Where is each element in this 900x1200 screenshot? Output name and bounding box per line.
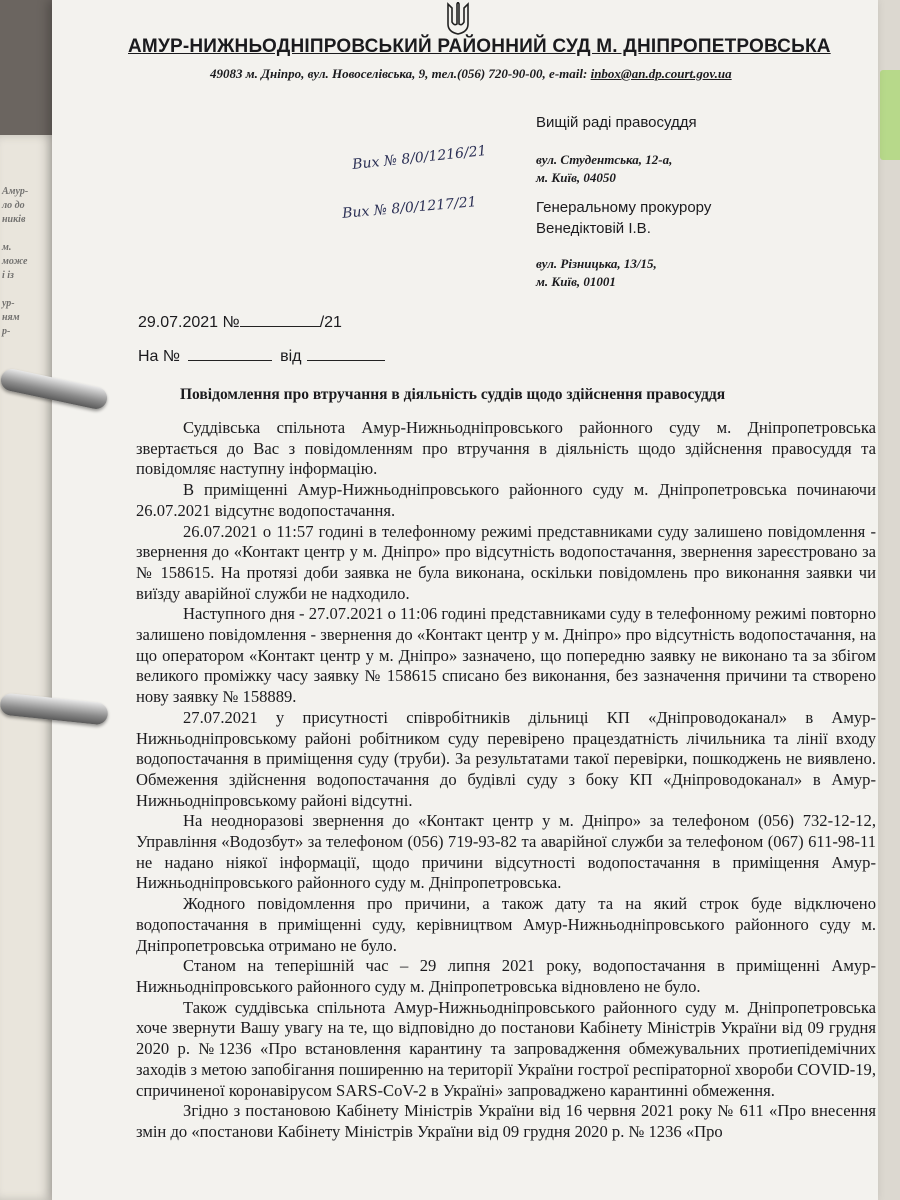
paragraph-2: В приміщенні Амур-Нижньодніпровського районного суду м. Дніпропетровська починаючи 26.07.2021 відсутнє водопостачання. (136, 480, 876, 520)
recipient-2-name-line1: Генеральному прокурору (536, 199, 712, 216)
recipient-1-address-line1: вул. Студентська, 12-а, (536, 152, 673, 167)
paragraph-7: Жодного повідомлення про причини, а також дату та на який строк буде відключено водопостачання в приміщенні суду, керівництвом Амур-Нижньодніпровського районного суду м. Дніпропетровська отримано не було. (136, 894, 876, 955)
outgoing-stamp-1 (352, 143, 488, 173)
underlying-page-text: Амур- ло до ників м. може і із ур- ням р- (2, 186, 29, 337)
incoming-number-line (138, 346, 385, 366)
recipient-2-address-line1: вул. Різницька, 13/15, (536, 256, 657, 271)
paragraph-5: 27.07.2021 у присутності співробітників дільниці КП «Дніпроводоканал» в Амур-Нижньодніпровському районі робітником суду перевірено працездатність лічильника та лінії входу водопостачання в приміщення суду (труби). За результатами такої перевірки, пошкоджень не виявлено. Обмеження здійснення водопостачання до будівлі суду з боку КП «Дніпроводоканал» в Амур-Нижньодніпровському районі відсутні. (136, 707, 876, 810)
incoming-prefix: На № (138, 348, 181, 365)
court-address-text: 49083 м. Дніпро, вул. Новоселівська, 9, тел.(056) 720-90-00, e-mail: (210, 66, 588, 81)
paragraph-1: Суддівська спільнота Амур-Нижньодніпровського районного суду м. Дніпропетровська звертається до Вас з повідомленням про втручання в діяльність щодо здійснення правосуддя та повідомляє наступну інформацію. (136, 418, 876, 479)
court-address (210, 66, 830, 82)
court-name-heading: АМУР-НИЖНЬОДНІПРОВСЬКИЙ РАЙОННИЙ СУД М. ДНІПРОПЕТРОВСЬКА (128, 36, 831, 57)
recipient-2-address-line2: м. Київ, 01001 (536, 274, 616, 289)
paragraph-8: Станом на теперішній час – 29 липня 2021 року, водопостачання в приміщенні Амур-Нижньодніпровського районного суду м. Дніпропетровська відновлено не було. (136, 956, 876, 996)
incoming-date-blank (307, 346, 385, 361)
outgoing-stamp-2-text: Вих № 8/0/1217/21 (341, 194, 478, 222)
paragraph-4: Наступного дня - 27.07.2021 о 11:06 годині представниками суду в телефонному режимі повторно залишено повідомлення - звернення до «Контакт центр у м. Дніпро» про відсутність водопостачання, на що оператором «Контакт центр у м. Дніпро» зазначено, що попередню заявку не виконано та за збігом великого проміжку часу заявку № 158615 списано без виконання, без зазначення причини та створено нову заявку № 158889. (136, 604, 876, 707)
paragraph-6: На неодноразові звернення до «Контакт центр у м. Дніпро» за телефоном (056) 732-12-12, Управління «Водозбут» за телефоном (056) 719-93-82 та аварійної служби за телефоном (067) 611-98-11 не надано ніякої інформації, щодо причини відсутності водопостачання в приміщення Амур-Нижньодніпровського районного суду м. Дніпропетровська. (136, 811, 876, 893)
outgoing-date: 29.07.2021 № (138, 314, 240, 331)
trident-emblem-icon (445, 2, 471, 36)
green-tab-marker (880, 70, 900, 160)
recipient-2-name-line2: Венедіктовій І.В. (536, 220, 651, 237)
incoming-from-label: від (280, 348, 302, 365)
paragraph-9: Також суддівська спільнота Амур-Нижньодніпровського районного суду м. Дніпропетровська хоче звернути Вашу увагу на те, що відповідно до постанови Кабінету Міністрів України від 09 грудня 2020 р. №1236 «Про встановлення карантину та запровадження обмежувальних протиепідемічних заходів з метою запобігання поширенню на території України гострої респіраторної хвороби COVID-19, спричиненої коронавірусом SARS-CoV-2 в Україні» запроваджено карантинні обмеження. (136, 997, 876, 1100)
outgoing-stamp-2 (342, 194, 478, 222)
letter-subject: Повідомлення про втручання в діяльність суддів щодо здійснення правосуддя (180, 386, 726, 403)
paragraph-10: Згідно з постановою Кабінету Міністрів України від 16 червня 2021 року № 611 «Про внесення змін до «постанови Кабінету Міністрів України від 09 грудня 2020 р. № 1236 «Про (136, 1101, 876, 1141)
letter-body (136, 418, 876, 1143)
outgoing-number-line (138, 312, 342, 332)
outgoing-number-blank (240, 312, 320, 327)
outgoing-suffix: /21 (319, 314, 342, 331)
recipient-1-name: Вищій раді правосуддя (536, 114, 697, 131)
recipient-1-address-line2: м. Київ, 04050 (536, 170, 616, 185)
document-page (52, 0, 878, 1200)
court-email-link[interactable]: inbox@an.dp.court.gov.ua (590, 66, 732, 81)
paragraph-3: 26.07.2021 о 11:57 годині в телефонному режимі представниками суду залишено повідомлення - звернення до «Контакт центр у м. Дніпро» про відсутність водопостачання, звернення зареєстровано за № 158615. На протязі доби заявка не була виконана, оскільки повідомлень про виконання заявки чи виїзду аварійної служби не надходило. (136, 521, 876, 603)
underlying-page (0, 135, 60, 1200)
incoming-number-blank (188, 346, 272, 361)
outgoing-stamp-1-text: Вих № 8/0/1216/21 (351, 143, 488, 173)
